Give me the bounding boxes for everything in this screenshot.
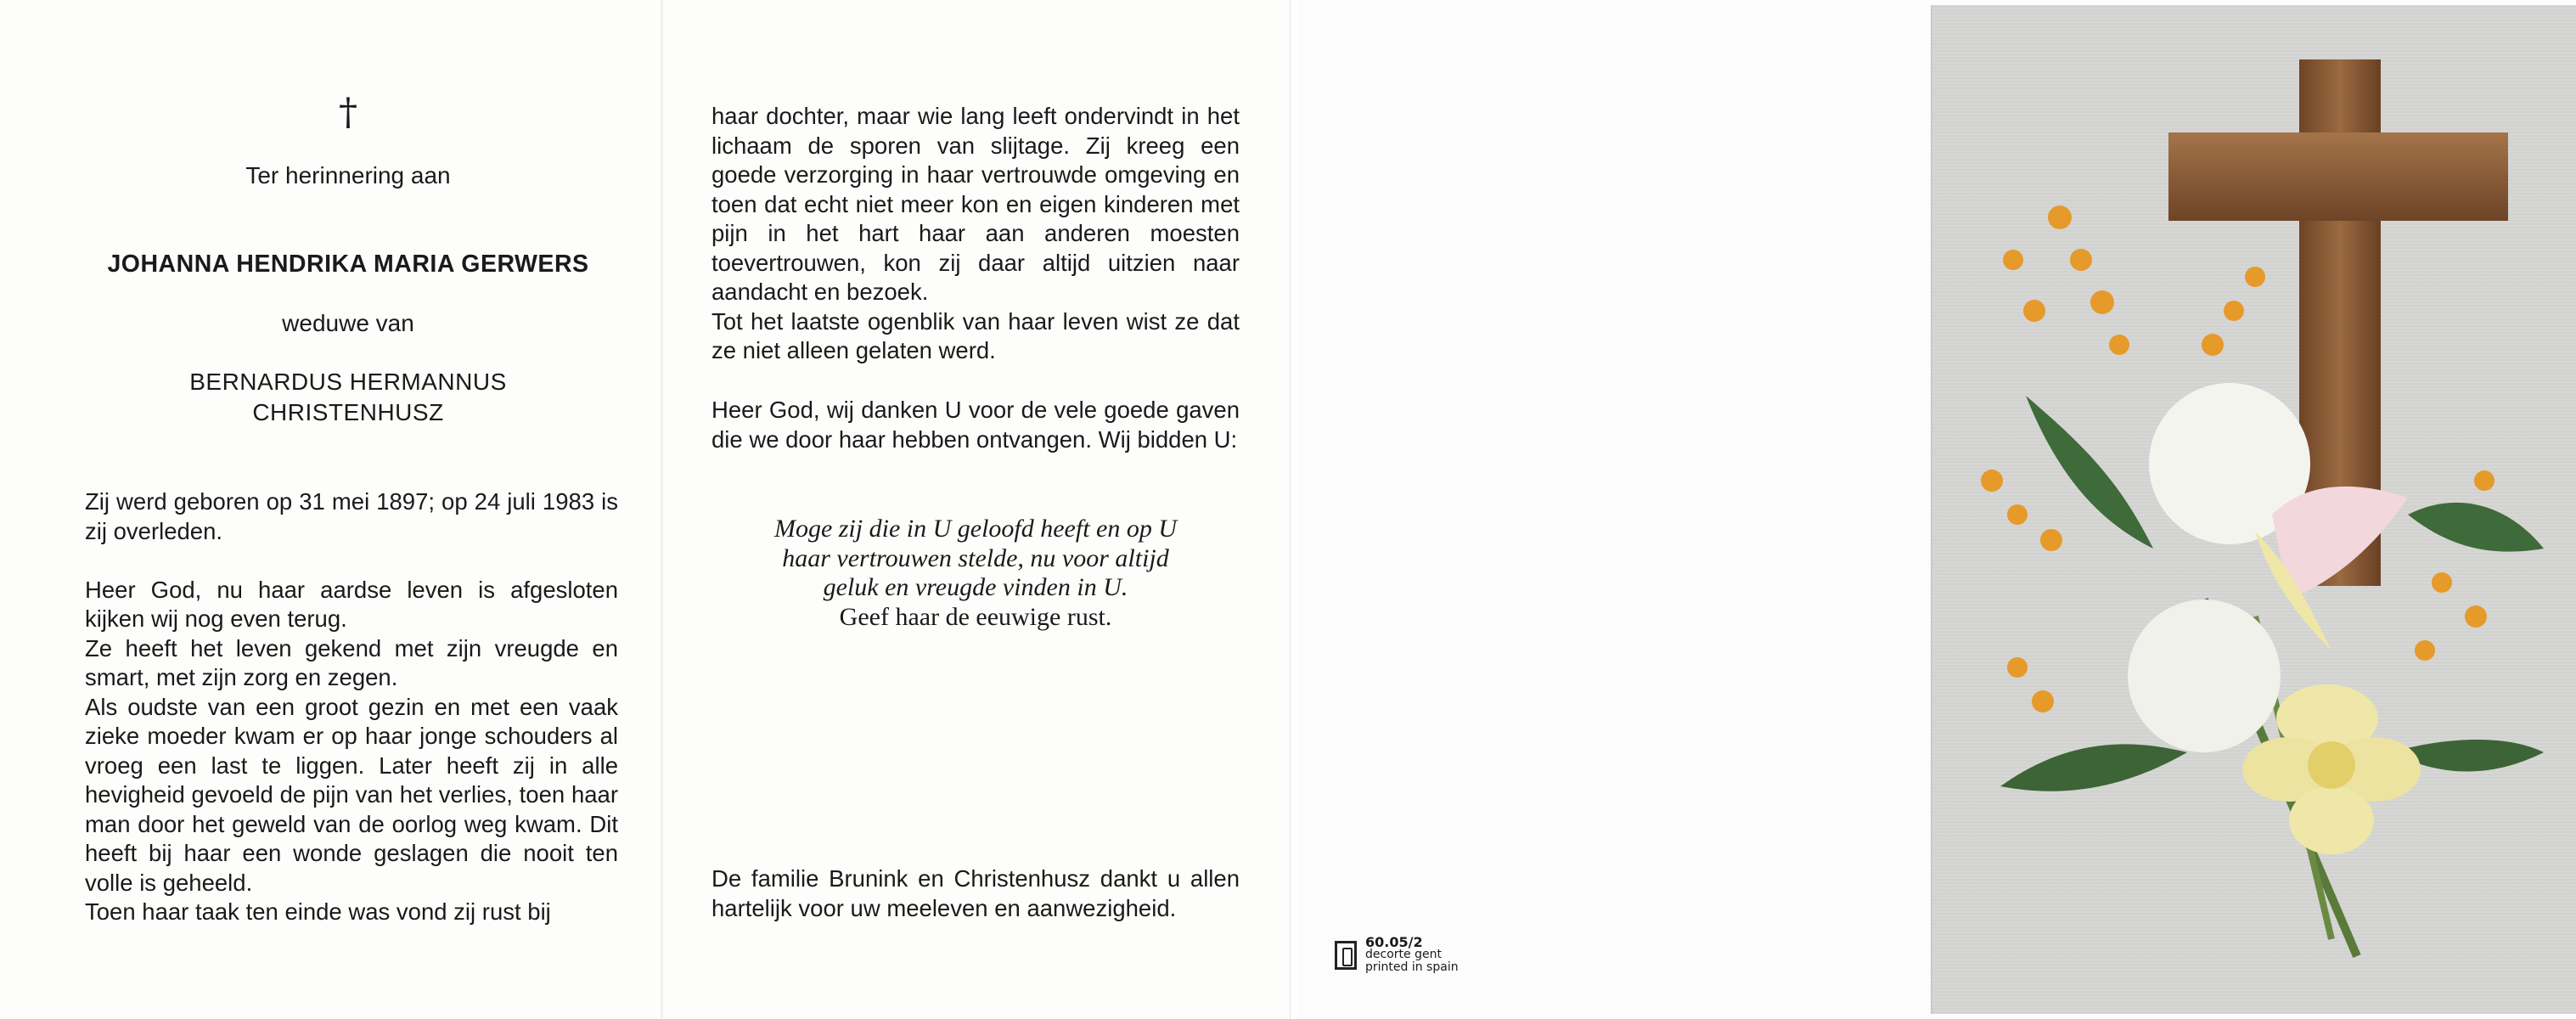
printer-logo-icon xyxy=(1335,941,1357,970)
cross-icon: † xyxy=(339,91,357,134)
spouse-name-line-2: CHRISTENHUSZ xyxy=(252,399,444,425)
leaf xyxy=(2000,744,2187,791)
spouse-name xyxy=(76,367,620,428)
intro-line: Ter herinnering aan xyxy=(245,162,451,189)
bio-paragraph: Toen haar taak ten einde was vond zij rust bij xyxy=(85,898,551,925)
deceased-name: JOHANNA HENDRIKA MARIA GERWERS xyxy=(107,251,589,278)
family-thanks: De familie Brunink en Christenhusz dankt u allen hartelijk voor uw meeleven en aanwezigheid. xyxy=(711,865,1240,921)
printer-mark xyxy=(1335,936,1459,974)
bio-paragraph: Ze heeft het leven gekend met zijn vreugde en smart, met zijn zorg en zegen. xyxy=(85,634,618,690)
leaf xyxy=(2026,396,2153,549)
prayer-verse-line: haar vertrouwen stelde, nu voor altijd xyxy=(782,543,1169,572)
widow-of-line: weduwe van xyxy=(282,310,414,336)
spouse-name-line-1: BERNARDUS HERMANNUS xyxy=(189,369,507,395)
bio-paragraph: Tot het laatste ogenblik van haar leven wist ze dat ze niet alleen gelaten werd. xyxy=(711,307,1240,363)
photo-artwork xyxy=(1932,5,2576,1014)
prayer-verse-line: geluk en vreugde vinden in U. xyxy=(823,573,1128,601)
white-carnation xyxy=(2128,600,2281,752)
bio-paragraph: Heer God, nu haar aardse leven is afgesloten kijken wij nog even terug. xyxy=(85,576,618,632)
bio-paragraph: haar dochter, maar wie lang leeft ondervindt in het lichaam de sporen van slijtage. Zij kreeg een goede verzorging in haar vertrouwde omgeving en toen dat echt niet meer kon en eigen kinderen met pijn in het hart haar aan anderen moesten toevertrouwen, kon zij daar altijd uitzien naar aandacht en bezoek. xyxy=(711,103,1240,305)
bio-dates: Zij werd geboren op 31 mei 1897; op 24 juli 1983 is zij overleden. xyxy=(85,488,618,544)
prayer-verse-line: Moge zij die in U geloofd heeft en op U xyxy=(773,515,1178,543)
prayer-verse xyxy=(711,515,1240,603)
leaf xyxy=(2408,503,2544,552)
rest-line: Geef haar de eeuwige rust. xyxy=(839,603,1112,631)
cross-horizontal-beam xyxy=(2168,132,2508,221)
cross-with-flowers-icon xyxy=(1931,5,2576,1014)
prayer-intro: Heer God, wij danken U voor de vele goede gaven die we door haar hebben ontvangen. Wij bidden U: xyxy=(711,397,1240,453)
printer-info xyxy=(1365,936,1459,974)
card-fold-line xyxy=(661,0,663,1019)
printer-origin: printed in spain xyxy=(1365,960,1459,974)
printer-code: 60.05/2 xyxy=(1365,934,1423,950)
bio-paragraph: Als oudste van een groot gezin en met een vaak zieke moeder kwam er op haar jonge schouders al vroeg een last te liggen. Later heeft zij in alle hevigheid gevoeld de pijn van het verlies, toen haar man door het geweld van de oorlog weg kwam. Dit heeft bij haar een wonde geslagen die nooit ten volle is geheeld. xyxy=(85,693,618,896)
printer-name: decorte gent xyxy=(1365,948,1442,961)
biography xyxy=(85,487,618,927)
bio-continuation xyxy=(711,102,1240,366)
